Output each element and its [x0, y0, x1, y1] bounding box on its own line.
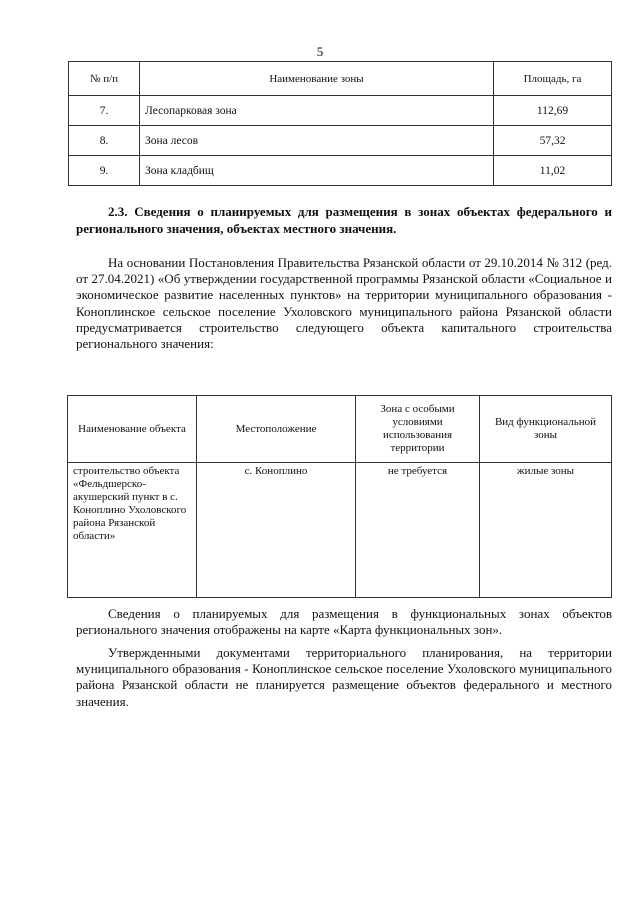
paragraph-no-federal-objects: Утвержденными документами территориального планирования, на территории муниципального образования - Коноплинское сельское поселение Ухоловского муниципального района Рязанской области не планируется размещение объектов федерального и местного значения. — [76, 645, 612, 709]
objects-header-special-zone: Зона с особыми условиями использования территории — [356, 396, 480, 463]
zone-name: Лесопарковая зона — [140, 96, 494, 126]
zones-header-number: № п/п — [69, 62, 140, 96]
objects-table — [67, 395, 612, 598]
zones-header-area: Площадь, га — [494, 62, 612, 96]
table-row — [69, 96, 612, 126]
zones-header-name: Наименование зоны — [140, 62, 494, 96]
paragraph-construction-basis: На основании Постановления Правительства Рязанской области от 29.10.2014 № 312 (ред. от 27.04.2021) «Об утверждении государственной программы Рязанской области «Социальное и экономическое развитие населенных пунктов» на территории муниципального образования - Коноплинское сельское поселение Ухоловского муниципального района Рязанской области предусматривается строительство следующего объекта капитального строительства регионального значения: — [76, 255, 612, 352]
objects-header-location: Местоположение — [197, 396, 356, 463]
objects-table-header-row — [68, 396, 612, 463]
zones-table — [68, 61, 612, 186]
zone-number: 8. — [69, 126, 140, 156]
paragraph-map-reference: Сведения о планируемых для размещения в функциональных зонах объектов регионального значения отображены на карте «Карта функциональных зон». — [76, 606, 612, 638]
zone-name: Зона кладбищ — [140, 156, 494, 186]
object-functional-zone: жилые зоны — [480, 463, 612, 598]
zone-area: 112,69 — [494, 96, 612, 126]
table-row — [69, 156, 612, 186]
objects-header-functional-zone: Вид функциональной зоны — [480, 396, 612, 463]
zones-table-header-row — [69, 62, 612, 96]
zone-area: 57,32 — [494, 126, 612, 156]
zone-area: 11,02 — [494, 156, 612, 186]
table-row — [69, 126, 612, 156]
section-heading: 2.3. Сведения о планируемых для размещения в зонах объектах федерального и регионального значения, объектах местного значения. — [76, 204, 612, 236]
zone-number: 9. — [69, 156, 140, 186]
page-number: 5 — [316, 44, 324, 59]
zone-number: 7. — [69, 96, 140, 126]
object-special-zone: не требуется — [356, 463, 480, 598]
table-row — [68, 463, 612, 598]
zone-name: Зона лесов — [140, 126, 494, 156]
object-name: строительство объекта «Фельдшерско-акушерский пункт в с. Коноплино Ухоловского района Рязанской области» — [68, 463, 197, 598]
objects-header-name: Наименование объекта — [68, 396, 197, 463]
object-location: с. Коноплино — [197, 463, 356, 598]
